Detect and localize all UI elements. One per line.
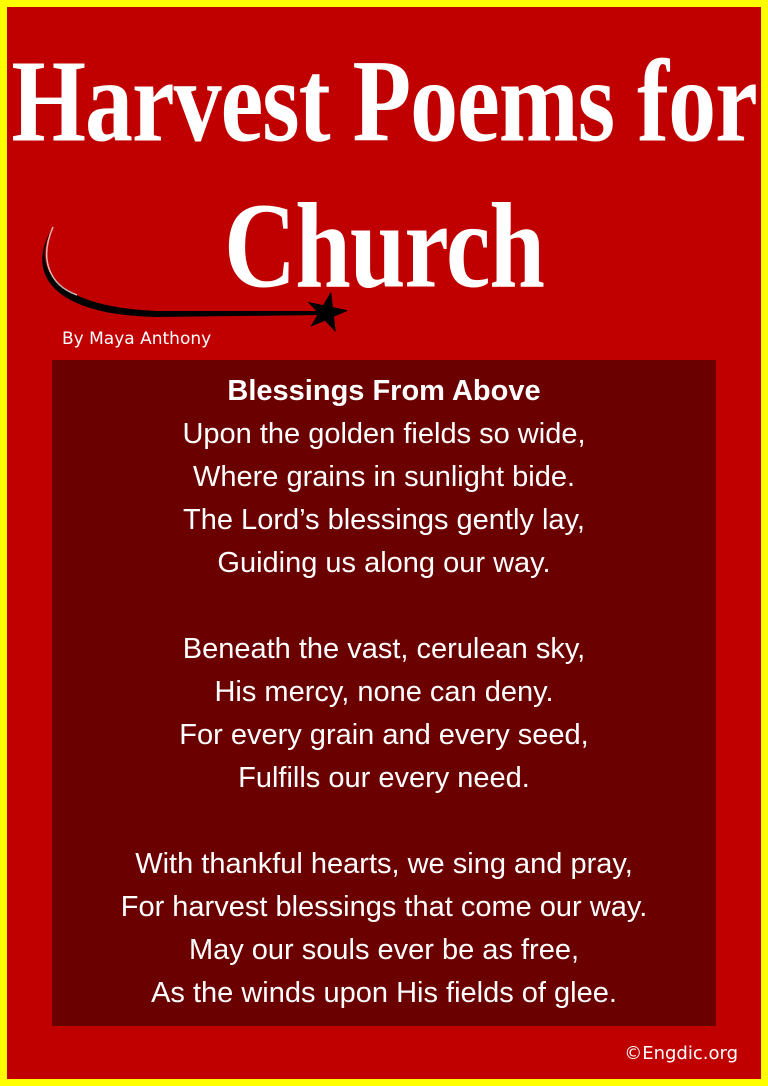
- author-byline: By Maya Anthony: [62, 329, 212, 349]
- stanza-3: [52, 843, 716, 1015]
- poem-title: Blessings From Above: [227, 375, 541, 407]
- poem-line: Upon the golden fields so wide,: [182, 418, 586, 450]
- poem-line: Beneath the vast, cerulean sky,: [182, 633, 586, 665]
- poem-line: As the winds upon His fields of glee.: [151, 977, 617, 1009]
- stanza-1: [52, 413, 716, 585]
- poem-line: May our souls ever be as free,: [188, 934, 580, 966]
- poem-line: His mercy, none can deny.: [214, 676, 554, 708]
- poem-line: With thankful hearts, we sing and pray,: [135, 848, 633, 880]
- poster: [7, 7, 761, 1079]
- poem-line: For every grain and every seed,: [179, 719, 589, 751]
- stanza-2: [52, 628, 716, 800]
- poem-line: Guiding us along our way.: [217, 547, 551, 579]
- copyright-notice: ©Engdic.org: [624, 1043, 738, 1064]
- poem-line: Where grains in sunlight bide.: [192, 461, 576, 493]
- poem-box: [52, 360, 716, 1026]
- page-title-line-2: Church: [223, 177, 545, 314]
- poem-line: Fulfills our every need.: [238, 762, 530, 794]
- poem-line: The Lord’s blessings gently lay,: [183, 504, 585, 536]
- page-title-line-1: Harvest Poems for: [11, 35, 757, 167]
- poem-line: For harvest blessings that come our way.: [120, 891, 648, 923]
